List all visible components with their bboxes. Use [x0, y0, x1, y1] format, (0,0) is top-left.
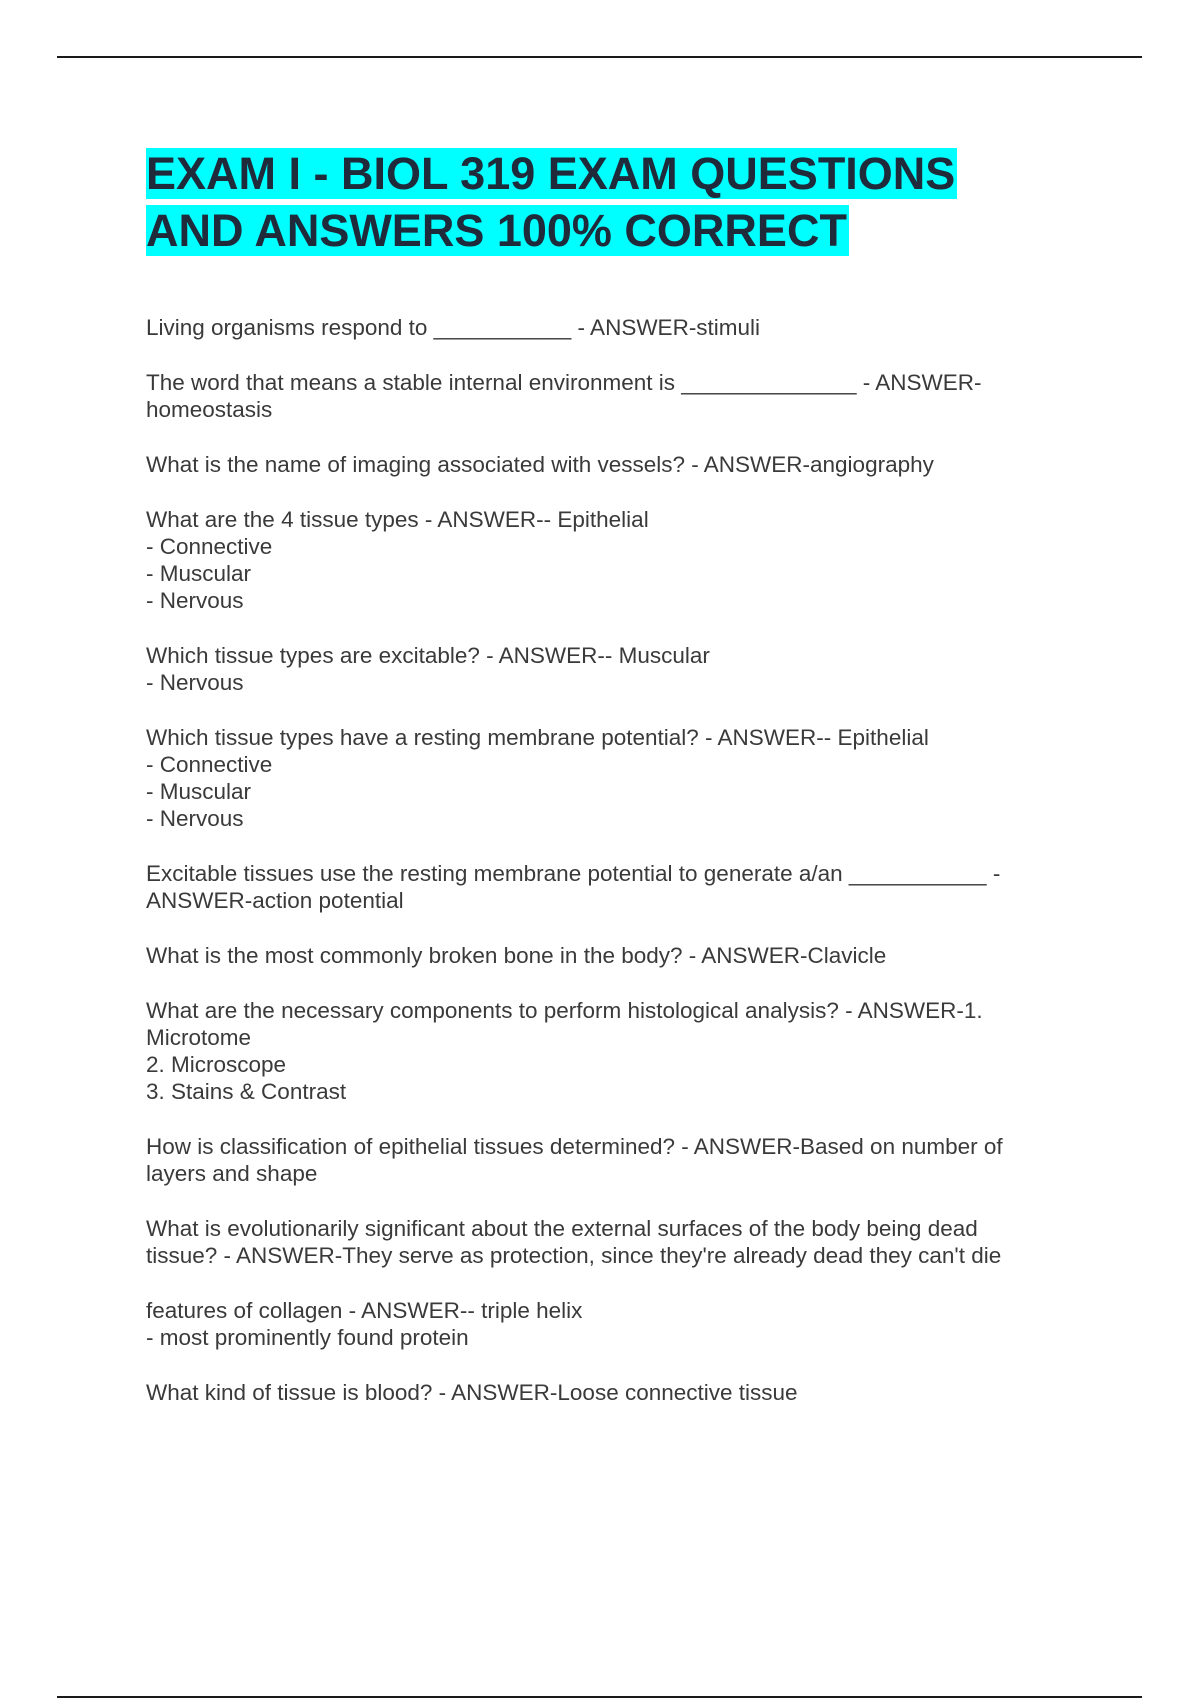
qa-line: The word that means a stable internal environment is ______________ - ANSWER- [146, 370, 982, 395]
document-body [146, 145, 1086, 1434]
qa-item [146, 724, 1086, 832]
qa-line: Excitable tissues use the resting membrane potential to generate a/an ___________ - [146, 861, 1001, 886]
qa-line: - Muscular [146, 561, 252, 586]
qa-list [146, 314, 1086, 1406]
qa-line: 2. Microscope [146, 1052, 287, 1077]
qa-line: How is classification of epithelial tissues determined? - ANSWER-Based on number of [146, 1134, 1003, 1159]
qa-item [146, 314, 1086, 341]
qa-line: tissue? - ANSWER-They serve as protection, since they're already dead they can't die [146, 1243, 1002, 1268]
qa-line: What kind of tissue is blood? - ANSWER-Loose connective tissue [146, 1380, 798, 1405]
qa-item [146, 1379, 1086, 1406]
qa-item [146, 1297, 1086, 1351]
qa-item [146, 506, 1086, 614]
qa-line: Which tissue types have a resting membrane potential? - ANSWER-- Epithelial [146, 725, 929, 750]
qa-line: What is the most commonly broken bone in the body? - ANSWER-Clavicle [146, 943, 887, 968]
qa-item [146, 642, 1086, 696]
qa-line: - Connective [146, 534, 273, 559]
qa-item [146, 1133, 1086, 1187]
qa-item [146, 369, 1086, 423]
qa-line: - Nervous [146, 806, 244, 831]
header-rule [57, 56, 1142, 58]
qa-line: homeostasis [146, 397, 273, 422]
qa-line: - Connective [146, 752, 273, 777]
qa-line: What is evolutionarily significant about the external surfaces of the body being dead [146, 1216, 978, 1241]
qa-line: layers and shape [146, 1161, 318, 1186]
qa-item [146, 942, 1086, 969]
qa-item [146, 1215, 1086, 1269]
qa-item [146, 860, 1086, 914]
qa-line: What are the 4 tissue types - ANSWER-- Epithelial [146, 507, 649, 532]
document-title [146, 145, 1086, 259]
qa-item [146, 997, 1086, 1105]
qa-line: features of collagen - ANSWER-- triple helix [146, 1298, 583, 1323]
qa-line: Microtome [146, 1025, 252, 1050]
title-line-2: AND ANSWERS 100% CORRECT [146, 205, 847, 256]
qa-line: - Nervous [146, 588, 244, 613]
qa-line: - Nervous [146, 670, 244, 695]
qa-item [146, 451, 1086, 478]
title-line-1: EXAM I - BIOL 319 EXAM QUESTIONS [146, 148, 956, 199]
qa-line: - most prominently found protein [146, 1325, 469, 1350]
qa-line: 3. Stains & Contrast [146, 1079, 347, 1104]
qa-line: - Muscular [146, 779, 252, 804]
qa-line: ANSWER-action potential [146, 888, 404, 913]
qa-line: Which tissue types are excitable? - ANSWER-- Muscular [146, 643, 710, 668]
qa-line: What is the name of imaging associated with vessels? - ANSWER-angiography [146, 452, 934, 477]
qa-line: What are the necessary components to perform histological analysis? - ANSWER-1. [146, 998, 983, 1023]
footer-rule [57, 1696, 1142, 1698]
qa-line: Living organisms respond to ___________ - ANSWER-stimuli [146, 315, 761, 340]
